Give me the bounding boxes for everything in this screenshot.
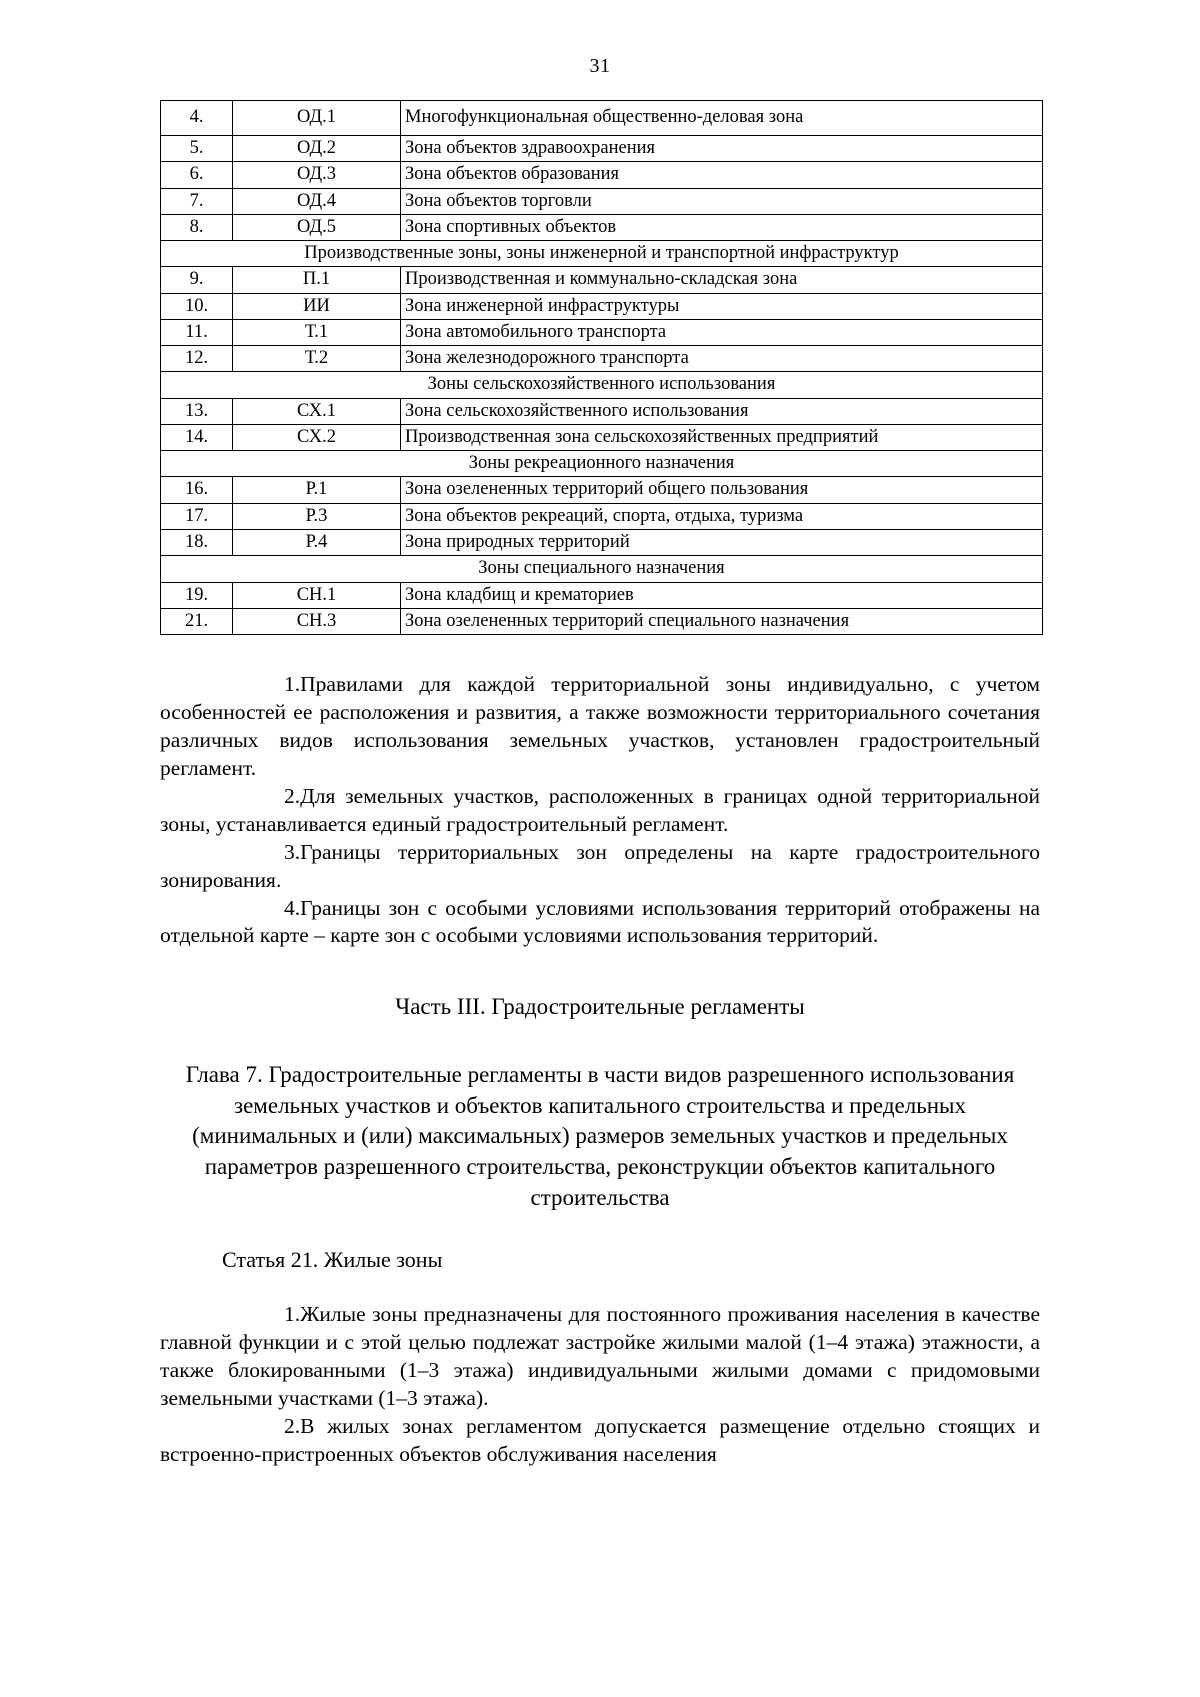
table-cell-index: 17. xyxy=(161,503,233,529)
table-group-label: Зоны специального назначения xyxy=(161,556,1043,582)
table-cell-zone-code: СХ.2 xyxy=(233,424,401,450)
table-cell-zone-code: ОД.4 xyxy=(233,188,401,214)
paragraph-number: 2. xyxy=(284,1413,301,1438)
table-cell-zone-code: ОД.2 xyxy=(233,136,401,162)
table-cell-index: 5. xyxy=(161,136,233,162)
table-cell-zone-code: Р.4 xyxy=(233,529,401,555)
table-cell-index: 11. xyxy=(161,319,233,345)
table-cell-index: 19. xyxy=(161,582,233,608)
table-cell-index: 8. xyxy=(161,214,233,240)
numbered-paragraph xyxy=(160,895,1040,951)
table-cell-index: 4. xyxy=(161,101,233,136)
table-cell-zone-code: ОД.3 xyxy=(233,162,401,188)
table-cell-zone-code: СН.1 xyxy=(233,582,401,608)
table-cell-zone-code: СН.3 xyxy=(233,608,401,634)
table-cell-zone-name: Производственная и коммунально-складская зона xyxy=(401,267,1043,293)
paragraph-number: 1. xyxy=(284,1302,301,1327)
table-cell-zone-name: Зона сельскохозяйственного использования xyxy=(401,398,1043,424)
paragraph-number: 2. xyxy=(284,783,301,808)
table-row xyxy=(161,503,1043,529)
table-row xyxy=(161,608,1043,634)
table-cell-zone-name: Зона инженерной инфраструктуры xyxy=(401,293,1043,319)
table-cell-zone-code: Т.1 xyxy=(233,319,401,345)
table-body xyxy=(161,101,1043,635)
paragraph-text: Правилами для каждой территориальной зоны индивидуально, с учетом особенностей ее расположения и развития, а также возможности территориального сочетания различных видов использования земельных участков, установлен градостроительный регламент. xyxy=(160,672,1040,780)
table-row xyxy=(161,101,1043,136)
paragraphs-after-table xyxy=(160,671,1040,950)
table-cell-zone-name: Зона кладбищ и крематориев xyxy=(401,582,1043,608)
table-row xyxy=(161,136,1043,162)
table-cell-zone-name: Зона озелененных территорий специального назначения xyxy=(401,608,1043,634)
table-cell-index: 7. xyxy=(161,188,233,214)
table-cell-zone-name: Зона природных территорий xyxy=(401,529,1043,555)
table-cell-index: 14. xyxy=(161,424,233,450)
table-row xyxy=(161,398,1043,424)
paragraph-text: Границы территориальных зон определены на карте градостроительного зонирования. xyxy=(160,839,1040,892)
table-cell-zone-code: Р.1 xyxy=(233,477,401,503)
paragraph-text: Жилые зоны предназначены для постоянного проживания населения в качестве главной функции и с этой целью подлежат застройке жилыми малой (1–4 этажа) этажности, а также блокированными (1–3 этажа) индивидуальными жилыми домами с придомовыми земельными участками (1–3 этажа). xyxy=(160,1302,1040,1411)
table-group-row xyxy=(161,451,1043,477)
chapter-title: Глава 7. Градостроительные регламенты в части видов разрешенного использования земельных участков и объектов капитального строительства и предельных (минимальных и (или) максимальных) размеров земельных участков и предельных параметров разрешенного строительства, реконструкции объектов капитального строительства xyxy=(185,1062,1015,1210)
table-cell-index: 10. xyxy=(161,293,233,319)
numbered-paragraph xyxy=(160,783,1040,839)
paragraphs-article xyxy=(160,1301,1040,1469)
table-row xyxy=(161,424,1043,450)
table-cell-zone-code: ИИ xyxy=(233,293,401,319)
table-cell-zone-name: Производственная зона сельскохозяйственных предприятий xyxy=(401,424,1043,450)
paragraph-number: 3. xyxy=(284,839,301,864)
table-group-label: Производственные зоны, зоны инженерной и транспортной инфраструктур xyxy=(161,241,1043,267)
table-cell-index: 12. xyxy=(161,346,233,372)
table-group-row xyxy=(161,372,1043,398)
table-cell-index: 18. xyxy=(161,529,233,555)
part-title: Часть III. Градостроительные регламенты xyxy=(395,994,805,1020)
table-row xyxy=(161,162,1043,188)
table-row xyxy=(161,346,1043,372)
table-cell-index: 13. xyxy=(161,398,233,424)
table-cell-zone-name: Зона объектов торговли xyxy=(401,188,1043,214)
table-cell-index: 16. xyxy=(161,477,233,503)
table-cell-zone-name: Зона объектов рекреаций, спорта, отдыха, туризма xyxy=(401,503,1043,529)
paragraph-text: Для земельных участков, расположенных в границах одной территориальной зоны, устанавливается единый градостроительный регламент. xyxy=(160,783,1040,836)
table-group-row xyxy=(161,556,1043,582)
table-cell-zone-name: Зона автомобильного транспорта xyxy=(401,319,1043,345)
numbered-paragraph xyxy=(160,1301,1040,1413)
paragraph-number: 4. xyxy=(284,895,301,920)
page-number: 31 xyxy=(589,55,611,77)
territorial-zones-table xyxy=(160,100,1043,635)
table-cell-zone-code: Т.2 xyxy=(233,346,401,372)
table-cell-zone-name: Зона озелененных территорий общего пользования xyxy=(401,477,1043,503)
table-cell-zone-code: П.1 xyxy=(233,267,401,293)
table-row xyxy=(161,214,1043,240)
table-row xyxy=(161,582,1043,608)
table-cell-zone-code: ОД.5 xyxy=(233,214,401,240)
table-cell-zone-code: ОД.1 xyxy=(233,101,401,136)
table-row xyxy=(161,319,1043,345)
table-group-row xyxy=(161,241,1043,267)
table-cell-zone-name: Многофункциональная общественно-деловая зона xyxy=(401,101,1043,136)
paragraph-text: В жилых зонах регламентом допускается размещение отдельно стоящих и встроенно-пристроенных объектов обслуживания населения xyxy=(160,1413,1040,1466)
table-cell-zone-code: Р.3 xyxy=(233,503,401,529)
table-group-label: Зоны рекреационного назначения xyxy=(161,451,1043,477)
numbered-paragraph xyxy=(160,1413,1040,1469)
table-cell-index: 9. xyxy=(161,267,233,293)
paragraph-number: 1. xyxy=(284,672,301,697)
table-cell-zone-name: Зона объектов здравоохранения xyxy=(401,136,1043,162)
table-cell-zone-code: СХ.1 xyxy=(233,398,401,424)
table-row xyxy=(161,477,1043,503)
table-cell-index: 21. xyxy=(161,608,233,634)
table-group-label: Зоны сельскохозяйственного использования xyxy=(161,372,1043,398)
article-title: Статья 21. Жилые зоны xyxy=(222,1247,443,1273)
table-cell-index: 6. xyxy=(161,162,233,188)
table-row xyxy=(161,188,1043,214)
table-cell-zone-name: Зона объектов образования xyxy=(401,162,1043,188)
numbered-paragraph xyxy=(160,671,1040,783)
table-cell-zone-name: Зона железнодорожного транспорта xyxy=(401,346,1043,372)
table-row xyxy=(161,293,1043,319)
table-row xyxy=(161,529,1043,555)
table-row xyxy=(161,267,1043,293)
numbered-paragraph xyxy=(160,839,1040,895)
paragraph-text: Границы зон с особыми условиями использования территорий отображены на отдельной карте – карте зон с особыми условиями использования территорий. xyxy=(160,895,1040,948)
table-cell-zone-name: Зона спортивных объектов xyxy=(401,214,1043,240)
